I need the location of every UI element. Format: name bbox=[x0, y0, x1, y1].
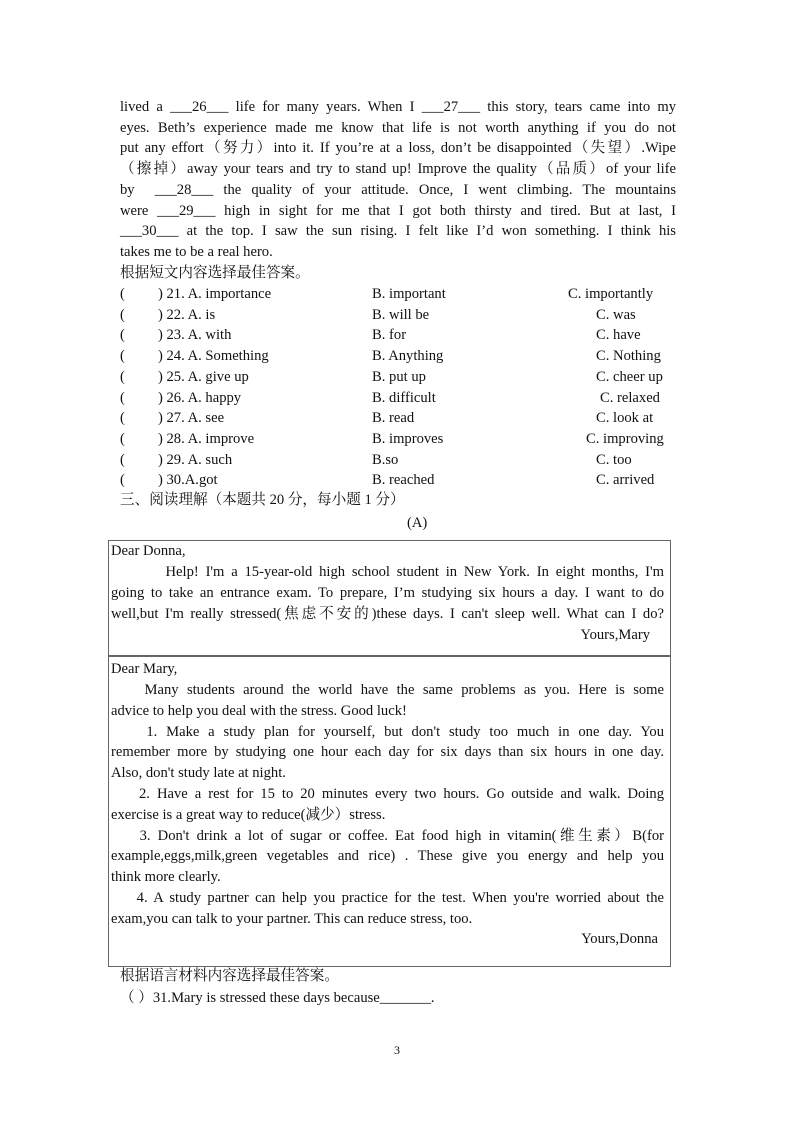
letter-from-donna bbox=[108, 655, 671, 967]
option-row bbox=[120, 408, 680, 428]
letter-line: exercise is a great way to reduce(减少）stress. bbox=[111, 806, 386, 823]
option-c: C. arrived bbox=[596, 472, 655, 489]
passage-line: takes me to be a real hero. bbox=[120, 243, 273, 260]
answer-bracket: ( bbox=[120, 286, 125, 302]
letter-from-mary bbox=[108, 540, 671, 657]
letter-line: advice to help you deal with the stress. Good luck! bbox=[111, 702, 407, 719]
letter-line: example,eggs,milk,green vegetables and rice) . These give you energy and help you bbox=[111, 848, 664, 865]
option-b: B. improves bbox=[372, 430, 444, 447]
letter-line: going to take an entrance exam. To prepare, I’m studying six hours a day. I want to do bbox=[111, 585, 664, 601]
letter-signature: Yours,Mary bbox=[580, 627, 650, 643]
letter-line: 4. A study partner can help you practice for the test. When you're worried about the bbox=[111, 890, 664, 906]
section-heading: 三、阅读理解（本题共 20 分，每小题 1 分） bbox=[120, 492, 405, 508]
option-b: B. reached bbox=[372, 472, 435, 489]
letter-greeting: Dear Donna, bbox=[111, 543, 186, 559]
answer-bracket: ( bbox=[120, 410, 125, 427]
passage-line: put any effort（努力）into it. If you’re at a loss, don’t be disappointed（失望）.Wipe bbox=[120, 140, 676, 157]
letter-line: exam,you can talk to your partner. This can reduce stress, too. bbox=[111, 910, 473, 927]
option-a: ) 27. A. see bbox=[158, 410, 225, 427]
question-31: （ ）31.Mary is stressed these days because_______. bbox=[120, 990, 435, 1006]
option-b: B.so bbox=[372, 451, 399, 468]
answer-bracket: ( bbox=[120, 348, 125, 365]
option-c: C. look at bbox=[596, 410, 654, 427]
passage-line: by ___28___ the quality of your attitude. Once, I went climbing. The mountains bbox=[120, 181, 676, 198]
answer-bracket: ( bbox=[120, 327, 125, 344]
passage-line: were ___29___ high in sight for me that I got both thirsty and tired. But at last, I bbox=[120, 202, 676, 219]
option-b: B. important bbox=[372, 286, 446, 302]
option-c: C. was bbox=[596, 306, 636, 323]
passage-line: eyes. Beth’s experience made me know that life is not worth anything if you do not bbox=[120, 119, 676, 136]
option-b: B. will be bbox=[372, 306, 430, 323]
letter-signature: Yours,Donna bbox=[581, 931, 658, 947]
passage-line: （擦掉）away your tears and try to stand up! Improve the quality（品质）of your life bbox=[120, 161, 676, 178]
letter-line: 2. Have a rest for 15 to 20 minutes every two hours. Go outside and walk. Doing bbox=[111, 786, 664, 802]
letter-line: well,but I'm really stressed(焦虑不安的)these days. I can't sleep well. What can I do? bbox=[111, 606, 664, 622]
answer-bracket: ( bbox=[120, 430, 125, 447]
option-b: B. difficult bbox=[372, 389, 436, 406]
option-c: C. cheer up bbox=[596, 368, 663, 385]
option-row bbox=[120, 325, 680, 345]
option-row bbox=[120, 388, 680, 408]
option-row bbox=[120, 284, 680, 304]
letter-greeting: Dear Mary, bbox=[111, 661, 178, 677]
letter-line: 1. Make a study plan for yourself, but don't study too much in one day. You bbox=[111, 723, 664, 740]
option-a: ) 29. A. such bbox=[158, 451, 233, 468]
answer-bracket: ( bbox=[120, 472, 125, 489]
option-row bbox=[120, 305, 680, 325]
option-a: ) 26. A. happy bbox=[158, 389, 242, 406]
instruction: 根据短文内容选择最佳答案。 bbox=[120, 265, 310, 281]
instruction: 根据语言材料内容选择最佳答案。 bbox=[120, 968, 339, 984]
option-c: C. importantly bbox=[568, 286, 654, 302]
letter-line: remember more by studying one hour each day for six days than six hours in one day. bbox=[111, 744, 664, 761]
passage-line: ___30___ at the top. I saw the sun rising. I felt like I’d won something. I think his bbox=[120, 223, 676, 240]
letter-line: Many students around the world have the same problems as you. Here is some bbox=[111, 682, 664, 698]
option-a: ) 28. A. improve bbox=[158, 430, 255, 447]
option-c: C. Nothing bbox=[596, 348, 661, 365]
passage-line: lived a ___26___ life for many years. When I ___27___ this story, tears came into my bbox=[120, 99, 676, 115]
option-c: C. have bbox=[596, 327, 641, 344]
option-row bbox=[120, 450, 680, 470]
option-a: ) 23. A. with bbox=[158, 327, 232, 344]
option-a: ) 24. A. Something bbox=[158, 348, 269, 365]
part-label: (A) bbox=[407, 515, 428, 531]
letter-line: 3. Don't drink a lot of sugar or coffee. Eat food high in vitamin(维生素）B(for bbox=[111, 827, 664, 844]
letter-line: Help! I'm a 15-year-old high school student in New York. In eight months, I'm bbox=[111, 564, 664, 580]
option-row bbox=[120, 346, 680, 366]
option-row bbox=[120, 429, 680, 449]
answer-bracket: ( bbox=[120, 306, 125, 323]
answer-bracket: ( bbox=[120, 451, 125, 468]
answer-bracket: ( bbox=[120, 389, 125, 406]
option-b: B. for bbox=[372, 327, 407, 344]
option-b: B. put up bbox=[372, 368, 426, 385]
option-a: ) 30.A.got bbox=[158, 472, 218, 489]
option-row bbox=[120, 367, 680, 387]
option-a: ) 25. A. give up bbox=[158, 368, 249, 385]
option-b: B. read bbox=[372, 410, 415, 427]
option-c: C. relaxed bbox=[600, 389, 660, 406]
option-b: B. Anything bbox=[372, 348, 444, 365]
option-a: ) 21. A. importance bbox=[158, 286, 272, 302]
option-a: ) 22. A. is bbox=[158, 306, 216, 323]
answer-bracket: ( bbox=[120, 368, 125, 385]
page-number: 3 bbox=[394, 1043, 400, 1057]
option-c: C. too bbox=[596, 451, 632, 468]
letter-line: think more clearly. bbox=[111, 869, 221, 886]
option-row bbox=[120, 470, 680, 490]
letter-line: Also, don't study late at night. bbox=[111, 765, 286, 782]
option-c: C. improving bbox=[586, 430, 664, 447]
